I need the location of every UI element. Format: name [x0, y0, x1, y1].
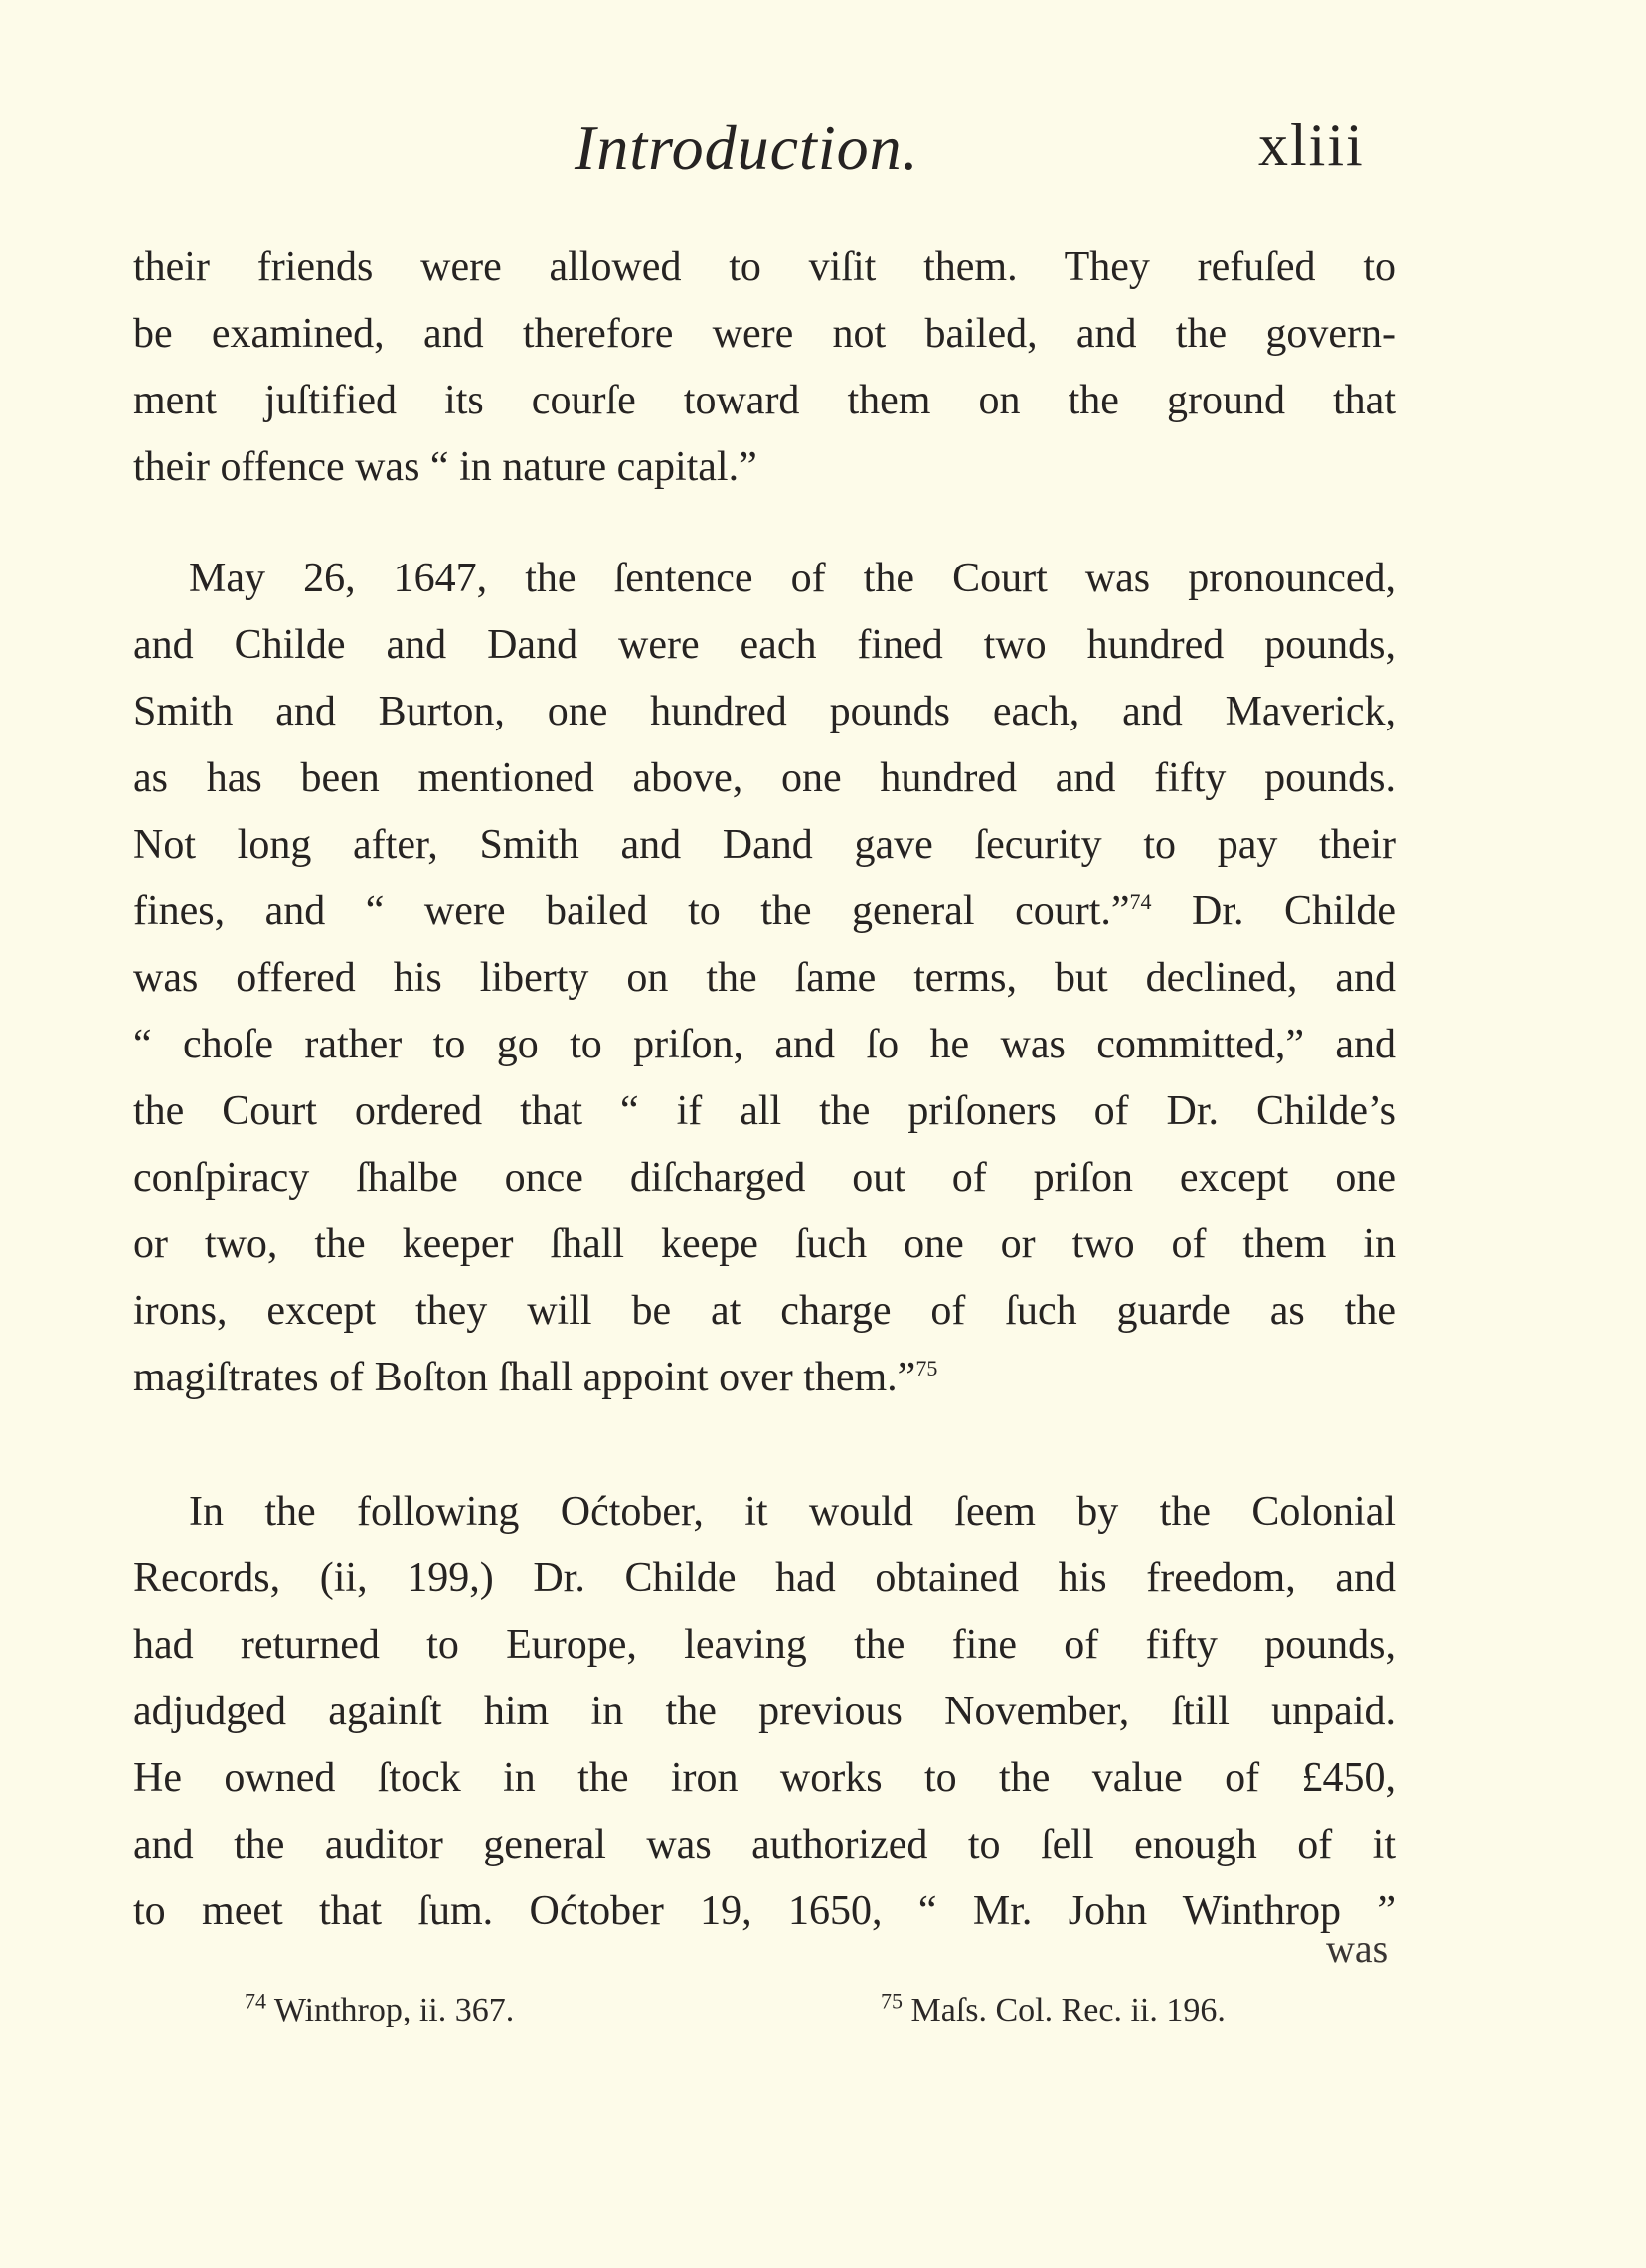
text-segment: magiſtrates of Boſton ſhall appoint over them.” — [133, 1355, 916, 1400]
text-line-with-footnote — [133, 1345, 1396, 1411]
text-line: their offence was “ in nature capital.” — [133, 444, 757, 490]
footnote-text: Maſs. Col. Rec. ii. 196. — [903, 1992, 1226, 2028]
text-line: adjudged againſt him in the previous November, ſtill unpaid. — [133, 1689, 1396, 1734]
text-segment: Dr. Childe — [1151, 889, 1396, 934]
text-line: He owned ſtock in the iron works to the value of £450, — [133, 1755, 1396, 1801]
text-line: Records, (ii, 199,) Dr. Childe had obtained his freedom, and — [133, 1555, 1396, 1601]
footnote-text: Winthrop, ii. 367. — [266, 1992, 515, 2028]
text-line: and Childe and Dand were each fined two hundred pounds, — [133, 622, 1396, 668]
body-text — [133, 235, 1396, 1945]
text-line: their friends were allowed to viſit them. They refuſed to — [133, 244, 1396, 290]
footnote-ref-75: 75 — [915, 1356, 938, 1380]
text-line: Smith and Burton, one hundred pounds each, and Maverick, — [133, 689, 1396, 734]
paragraph-2 — [133, 546, 1396, 1411]
footnotes — [0, 1988, 1646, 2051]
footnote-marker: 74 — [245, 1988, 266, 2014]
running-head — [0, 111, 1646, 191]
paragraph-3 — [133, 1479, 1396, 1945]
text-line: ment juſtified its courſe toward them on the ground that — [133, 378, 1396, 423]
text-segment: fines, and “ were bailed to the general court.” — [133, 889, 1130, 934]
footnote-74 — [245, 1988, 515, 2029]
text-line: In the following Oćtober, it would ſeem by the Colonial — [189, 1489, 1396, 1535]
paragraph-1 — [133, 235, 1396, 501]
paragraph-spacer — [133, 1411, 1396, 1479]
text-line: be examined, and therefore were not bailed, and the govern- — [133, 311, 1396, 357]
footnote-75 — [881, 1988, 1226, 2029]
text-line: was offered his liberty on the ſame terms, but declined, and — [133, 955, 1396, 1001]
text-line: and the auditor general was authorized to ſell enough of it — [133, 1822, 1396, 1867]
paragraph-spacer — [133, 501, 1396, 546]
text-line: to meet that ſum. Oćtober 19, 1650, “ Mr. John Winthrop ” — [133, 1888, 1396, 1934]
text-line: Not long after, Smith and Dand gave ſecurity to pay their — [133, 822, 1396, 868]
page-number: xliii — [1258, 112, 1365, 178]
footnote-marker: 75 — [881, 1988, 903, 2014]
text-line-with-footnote — [133, 879, 1396, 945]
text-line: as has been mentioned above, one hundred and fifty pounds. — [133, 755, 1396, 801]
catchword: was — [1326, 1926, 1389, 1971]
text-line: May 26, 1647, the ſentence of the Court was pronounced, — [189, 556, 1396, 601]
text-line: had returned to Europe, leaving the fine of fifty pounds, — [133, 1622, 1396, 1668]
running-head-title: Introduction. — [575, 112, 919, 183]
text-line: conſpiracy ſhalbe once diſcharged out of priſon except one — [133, 1155, 1396, 1201]
text-line: or two, the keeper ſhall keepe ſuch one or two of them in — [133, 1221, 1396, 1267]
footnote-ref-74: 74 — [1129, 890, 1152, 914]
text-line: the Court ordered that “ if all the priſoners of Dr. Childe’s — [133, 1088, 1396, 1134]
text-line: “ choſe rather to go to priſon, and ſo he was committed,” and — [133, 1022, 1396, 1067]
text-line: irons, except they will be at charge of ſuch guarde as the — [133, 1288, 1396, 1334]
